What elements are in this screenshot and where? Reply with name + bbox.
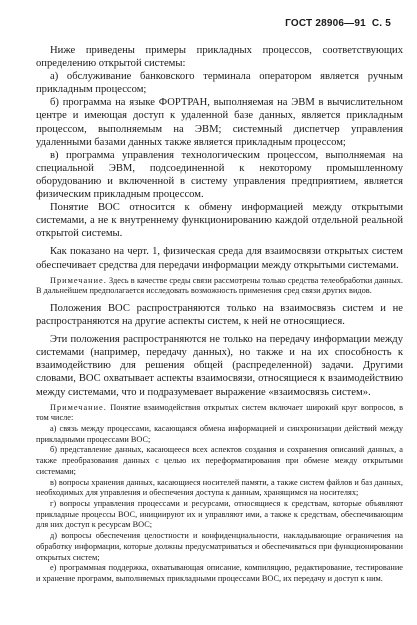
paragraph: Положения ВОС распространяются только на взаимосвязь систем и не распространяются на другие аспекты систем, к ней не относящиеся.	[36, 303, 403, 328]
note-block	[36, 276, 403, 297]
paragraph: Эти положения распространяются не только на передачу информации между системами (например, передачу данных), но также и на их способность к взаимодействию для решения общей (распределенной) задачи. Другими словами, ВОС охватывает аспекты взаимосвязи, относящиеся к взаимодействию между системами, что и подразумевает выражение «взаимосвязь систем».	[36, 334, 403, 398]
note-item: г) вопросы управления процессами и ресурсами, относящиеся к средствам, которые объявляют прикладные процессы ВОС, инициируют их и управляют ими, а также к средствам, обеспечивающим для них доступ к ресурсам ВОС;	[36, 498, 403, 530]
note-item: е) программная поддержка, охватывающая описание, компиляцию, редактирование, тестирование и хранение программ, выполняемых прикладными процессами ВОС, их передачу и доступ к ним.	[36, 563, 403, 583]
note	[36, 403, 403, 424]
document-body	[36, 44, 403, 585]
paragraph: Как показано на черт. 1, физическая среда для взаимосвязи открытых систем обеспечивает средства для передачи информации между открытыми системами.	[36, 246, 403, 271]
page-header	[285, 18, 391, 29]
paragraph: Ниже приведены примеры прикладных процессов, соответствующих определению открытой системы:	[36, 45, 403, 70]
paragraph: Понятие ВОС относится к обмену информацией между открытыми системами, а не к внутреннему функционированию каждой отдельной реальной открытой системы.	[36, 202, 403, 240]
note-item: в) вопросы хранения данных, касающиеся носителей памяти, а также систем файлов и баз данных, необходимых для управления и обеспечения доступа к данным, хранящимся на носителях;	[36, 477, 403, 498]
note-item: д) вопросы обеспечения целостности и конфиденциальности, накладывающие ограничения на обработку информации, которые должны предусматриваться и обеспечиваться при функционировании открытых систем;	[36, 531, 403, 562]
list-item: а) обслуживание банковского терминала оператором является ручным прикладным процессом;	[36, 71, 403, 96]
page-number: С. 5	[371, 18, 391, 29]
note-label: Примечание.	[50, 402, 107, 412]
note-text: Понятие взаимодействия открытых систем включает широкий круг вопросов, в том числе:	[36, 402, 403, 423]
note-label: Примечание.	[50, 275, 107, 285]
note	[36, 276, 403, 297]
note-item: а) связь между процессами, касающаяся обмена информацией и синхронизации действий между прикладными процессами ВОС;	[36, 424, 403, 444]
note-block	[36, 403, 403, 585]
standard-number: ГОСТ 28906—91	[285, 18, 366, 29]
note-text: Здесь в качестве среды связи рассмотрены только средства телеобработки данных. В дальнейшем предполагается исследовать возможность применения сред связи других видов.	[36, 275, 403, 296]
list-item: б) программа на языке ФОРТРАН, выполняемая на ЭВМ в вычислительном центре и имеющая доступ к удаленной базе данных, является прикладным процессом, выполняемым на ЭВМ; системный диспетчер управления удаленными базами данных также является прикладным процессом;	[36, 97, 403, 148]
note-item: б) представление данных, касающееся всех аспектов создания и сохранения описаний данных, а также преобразования данных с целью их переформатирования при обмене между открытыми системами;	[36, 445, 403, 476]
list-item: в) программа управления технологическим процессом, выполняемая на специальной ЭВМ, подсоединенной к некоторому промышленному оборудованию и включенной в систему управления предприятием, является физическим прикладным процессом.	[36, 149, 403, 201]
